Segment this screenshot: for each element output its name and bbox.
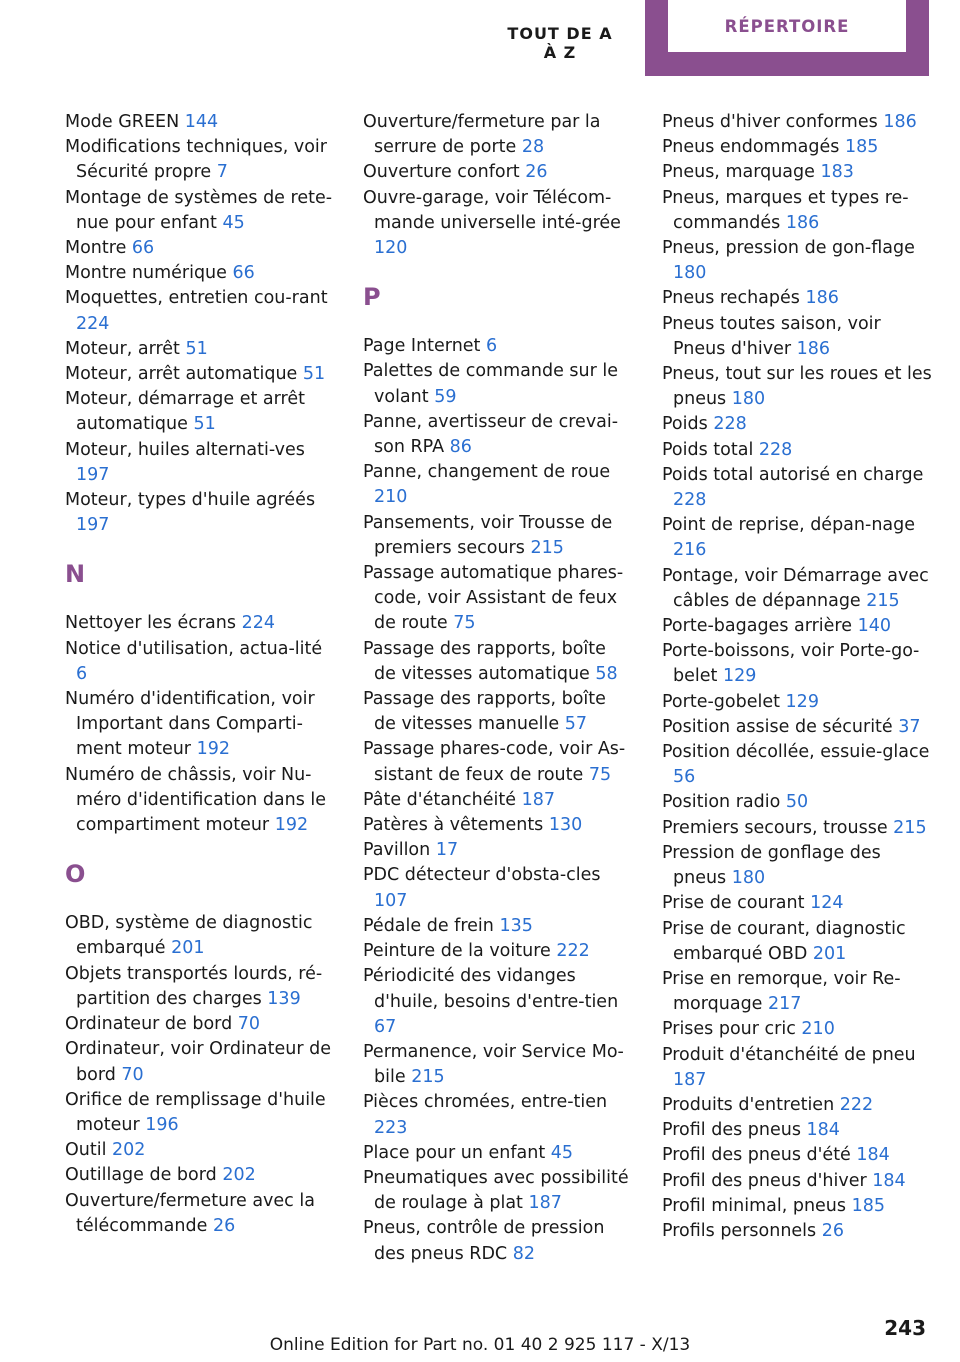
index-entry-text: Passage des rapports, boîte de vitesses automatique — [363, 638, 606, 684]
index-page-link[interactable]: 130 — [548, 815, 583, 836]
index-entry — [363, 838, 633, 863]
index-page-link[interactable]: 107 — [374, 890, 408, 911]
index-column-1 — [65, 110, 335, 1239]
index-entry — [662, 312, 932, 362]
index-entry — [662, 412, 932, 437]
index-entry-text: Peinture de la voiture — [363, 941, 551, 962]
index-entry — [662, 790, 932, 815]
index-entry-text: Porte-gobelet — [662, 691, 780, 712]
index-page-link[interactable]: 197 — [76, 515, 110, 536]
index-page-link[interactable]: 7 — [216, 162, 228, 183]
index-entry — [662, 362, 932, 412]
index-entry — [363, 939, 633, 964]
index-entry — [662, 614, 932, 639]
index-page-link[interactable]: 129 — [785, 691, 819, 712]
index-entry-text: OBD, système de diagnostic embarqué — [65, 913, 313, 959]
index-entry — [65, 1189, 335, 1239]
index-entry-text: Montre numérique — [65, 263, 227, 284]
index-entry — [65, 687, 335, 763]
index-entry-text: Profils personnels — [662, 1220, 817, 1241]
index-entry-text: Premiers secours, trousse — [662, 817, 888, 838]
index-page-link[interactable]: 180 — [673, 263, 707, 284]
index-entry — [363, 1216, 633, 1266]
index-entry — [65, 286, 335, 336]
index-entry-text: Poids total autorisé en charge — [662, 464, 924, 485]
index-page-link[interactable]: 223 — [374, 1117, 408, 1138]
index-page-link[interactable]: 186 — [883, 112, 917, 132]
chapter-tab[interactable] — [645, 0, 929, 76]
index-entry — [65, 1088, 335, 1138]
index-entry — [363, 160, 633, 185]
index-entry — [363, 737, 633, 787]
index-entry-text: Nettoyer les écrans — [65, 613, 236, 634]
index-page-link[interactable]: 144 — [184, 112, 219, 132]
index-entry — [65, 1012, 335, 1037]
index-entry — [65, 337, 335, 362]
index-page-link[interactable]: 75 — [453, 613, 476, 634]
index-page-link[interactable]: 37 — [898, 716, 921, 737]
index-entry — [65, 236, 335, 261]
index-entry — [65, 488, 335, 538]
section-title: TOUT DE A À Z — [507, 24, 613, 62]
index-entry-text: Pneumatiques avec possibilité de roulage à plat — [363, 1167, 629, 1214]
index-entry-text: Moteur, arrêt — [65, 338, 180, 359]
index-page-link[interactable]: 75 — [588, 764, 612, 785]
index-entry-text: Passage phares-code, voir As‐sistant de feux de route — [363, 739, 626, 785]
index-entry-text: Moteur, huiles alternati‐ves — [65, 439, 305, 460]
index-entry — [662, 564, 932, 614]
index-entry-text: Point de reprise, dépan‐nage — [662, 515, 916, 536]
index-entry-text: Page Internet — [363, 336, 481, 357]
index-page-link[interactable]: 45 — [550, 1142, 574, 1163]
index-entry-text: Moquettes, entretien cou‐rant — [65, 288, 328, 309]
index-entry — [662, 1219, 932, 1244]
page-number: 243 — [884, 1316, 926, 1340]
index-entry — [363, 863, 633, 913]
index-entry-text: Ouvre-garage, voir Télécom‐mande universelle inté‐grée — [363, 187, 621, 233]
index-page-link[interactable]: 216 — [673, 540, 707, 561]
index-entry — [662, 438, 932, 463]
index-page-link[interactable]: 59 — [434, 386, 457, 407]
index-entry — [363, 914, 633, 939]
index-entry-text: Position radio — [662, 792, 781, 813]
index-entry — [65, 637, 335, 687]
index-entry — [662, 891, 932, 916]
index-entry — [65, 962, 335, 1012]
index-entry — [363, 334, 633, 359]
index-page-link[interactable]: 45 — [222, 212, 245, 233]
index-entry-text: Montre — [65, 238, 127, 259]
index-entry-text: Profil des pneus — [662, 1120, 801, 1141]
index-entry — [65, 387, 335, 437]
index-entry — [363, 687, 633, 737]
index-page-link[interactable]: 215 — [530, 537, 564, 558]
index-page-link[interactable]: 56 — [673, 767, 696, 788]
index-entry-text: Ouverture confort — [363, 162, 520, 183]
index-page-link[interactable]: 192 — [196, 739, 230, 760]
footer-edition: Online Edition for Part no. 01 40 2 925 117 - X/13 — [269, 1335, 691, 1355]
index-page-link[interactable]: 124 — [810, 893, 844, 914]
index-entry-text: Pneus, pression de gon‐flage — [662, 238, 915, 259]
index-entry — [363, 1166, 633, 1216]
index-entry — [363, 110, 633, 160]
index-page-link[interactable]: 58 — [595, 663, 618, 684]
index-page-link[interactable]: 215 — [893, 817, 927, 838]
index-entry — [662, 740, 932, 790]
index-page-link[interactable]: 196 — [145, 1114, 179, 1135]
index-page-link[interactable]: 129 — [722, 666, 757, 687]
index-entry-text: Pneus, marques et types re‐commandés — [662, 187, 909, 233]
index-entry — [662, 1118, 932, 1143]
index-entry-text: Objets transportés lourds, ré‐partition des charges — [65, 963, 323, 1009]
index-entry-text: Pneus, tout sur les roues et les pneus — [662, 364, 932, 410]
index-page-link[interactable]: 135 — [499, 915, 533, 936]
index-page-link[interactable]: 70 — [237, 1014, 261, 1035]
index-page-link[interactable]: 201 — [812, 943, 847, 964]
index-entry-text: Permanence, voir Service Mo‐bile — [363, 1041, 624, 1088]
index-entry-text: Prise en remorque, voir Re‐morquage — [662, 968, 901, 1015]
index-entry — [662, 967, 932, 1017]
index-entry-text: Porte-boissons, voir Porte-go‐belet — [662, 641, 920, 687]
index-entry — [363, 359, 633, 409]
index-entry — [363, 813, 633, 838]
index-entry-text: PDC détecteur d'obsta‐cles — [363, 865, 601, 886]
index-page-link[interactable]: 6 — [76, 663, 88, 684]
index-entry-text: Passage des rapports, boîte de vitesses manuelle — [363, 689, 606, 735]
index-entry-text: Montage de systèmes de rete‐nue pour enfant — [65, 187, 333, 233]
index-page-link[interactable]: 51 — [302, 364, 326, 385]
index-page-link[interactable]: 51 — [185, 338, 208, 359]
index-entry — [65, 362, 335, 387]
index-page-link[interactable]: 26 — [821, 1220, 845, 1241]
index-page-link[interactable]: 184 — [856, 1145, 890, 1166]
index-entry-text: Pneus, marquage — [662, 162, 815, 183]
index-page-link[interactable]: 215 — [866, 590, 900, 611]
index-entry-text: Profil des pneus d'été — [662, 1145, 851, 1166]
index-entry — [662, 186, 932, 236]
index-entry-text: Outil — [65, 1140, 107, 1161]
index-page-link[interactable]: 82 — [512, 1243, 536, 1264]
index-page-link[interactable]: 67 — [374, 1016, 397, 1037]
index-entry — [662, 236, 932, 286]
index-entry-text: Moteur, démarrage et arrêt automatique — [65, 389, 305, 435]
index-column-3 — [662, 110, 932, 1244]
index-entry-text: Pneus rechapés — [662, 288, 800, 309]
index-entry — [662, 917, 932, 967]
index-entry-text: Produits d'entretien — [662, 1094, 835, 1115]
index-entry-text: Prise de courant — [662, 893, 805, 914]
index-entry — [65, 763, 335, 839]
index-entry-text: Pression de gonflage des pneus — [662, 842, 881, 889]
index-entry-text: Périodicité des vidanges d'huile, besoins d'entre‐tien — [363, 966, 619, 1012]
index-entry — [65, 261, 335, 286]
index-entry — [662, 1143, 932, 1168]
index-entry — [363, 186, 633, 262]
index-page-link[interactable]: 185 — [851, 1195, 885, 1216]
index-entry — [363, 1040, 633, 1090]
index-page-link[interactable]: 186 — [805, 288, 839, 309]
index-entry-text: Pédale de frein — [363, 915, 494, 936]
index-entry-text: Notice d'utilisation, actua‐lité — [65, 638, 323, 659]
index-page-link[interactable]: 57 — [564, 714, 588, 735]
index-page-link[interactable]: 224 — [241, 613, 275, 634]
index-entry-text: Poids total — [662, 439, 754, 460]
index-entry — [363, 788, 633, 813]
index-entry-text: Mode GREEN — [65, 112, 180, 132]
index-page-link[interactable]: 210 — [801, 1019, 835, 1040]
index-entry — [662, 1043, 932, 1093]
index-letter-heading: P — [363, 283, 381, 312]
index-entry-text: Ouverture/fermeture par la serrure de porte — [363, 112, 601, 158]
index-entry-text: Profil des pneus d'hiver — [662, 1170, 867, 1191]
index-entry — [363, 964, 633, 1040]
index-entry-text: Numéro d'identification, voir Important dans Comparti‐ment moteur — [65, 689, 315, 760]
index-entry — [363, 1141, 633, 1166]
chapter-tab-label: RÉPERTOIRE — [668, 0, 906, 52]
index-entry-text: Numéro de châssis, voir Nu‐méro d'identification dans le compartiment moteur — [65, 764, 327, 836]
index-page-link[interactable]: 180 — [731, 389, 766, 410]
index-entry — [662, 286, 932, 311]
index-page-link[interactable]: 51 — [193, 414, 216, 435]
index-page-link[interactable]: 187 — [528, 1193, 562, 1214]
index-entry-text: Porte-bagages arrière — [662, 616, 853, 637]
index-page-link[interactable]: 26 — [212, 1215, 236, 1236]
index-entry-text: Prise de courant, diagnostic embarqué OBD — [662, 918, 906, 964]
index-page-link[interactable]: 17 — [435, 840, 459, 861]
index-page-link[interactable]: 228 — [673, 490, 707, 511]
index-entry — [662, 1017, 932, 1042]
index-entry — [662, 1093, 932, 1118]
index-page-link[interactable]: 66 — [232, 263, 255, 284]
index-entry — [662, 690, 932, 715]
index-entry — [363, 637, 633, 687]
index-entry — [662, 463, 932, 513]
index-entry — [363, 1090, 633, 1140]
index-entry-text: Position décollée, essuie-glace — [662, 742, 930, 763]
index-entry — [662, 160, 932, 185]
index-page-link[interactable]: 66 — [131, 238, 155, 259]
index-entry-text: Pneus, contrôle de pression des pneus RDC — [363, 1218, 605, 1264]
index-page-link[interactable]: 192 — [274, 815, 309, 836]
index-entry-text: Passage automatique phares-code, voir Assistant de feux de route — [363, 563, 624, 634]
index-entry — [65, 135, 335, 185]
index-entry-text: Position assise de sécurité — [662, 716, 893, 737]
index-page-link[interactable]: 210 — [374, 487, 408, 508]
index-entry-text: Modifications techniques, voir Sécurité propre — [65, 137, 327, 183]
index-entry — [662, 639, 932, 689]
index-entry — [65, 438, 335, 488]
index-entry — [65, 1163, 335, 1188]
index-entry — [662, 110, 932, 135]
index-entry — [662, 841, 932, 891]
index-page-link[interactable]: 224 — [76, 313, 110, 334]
index-entry — [662, 715, 932, 740]
index-page-link[interactable]: 184 — [806, 1120, 840, 1141]
index-entry-text: Panne, changement de roue — [363, 462, 611, 483]
index-page-link[interactable]: 186 — [785, 212, 820, 233]
index-entry — [662, 135, 932, 160]
index-page-link[interactable]: 201 — [171, 938, 205, 959]
index-entry — [65, 911, 335, 961]
index-entry-text: Panne, avertisseur de crevai‐son RPA — [363, 411, 619, 458]
index-page-link[interactable]: 26 — [525, 162, 548, 183]
index-entry-text: Produit d'étanchéité de pneu — [662, 1044, 916, 1065]
index-entry — [363, 410, 633, 460]
index-page-link[interactable]: 185 — [844, 137, 879, 158]
index-entry-text: Outillage de bord — [65, 1165, 217, 1186]
index-letter-heading: O — [65, 860, 86, 889]
index-entry — [65, 611, 335, 636]
index-page-link[interactable]: 228 — [713, 414, 747, 435]
index-entry — [65, 186, 335, 236]
index-entry-text: Prises pour cric — [662, 1019, 796, 1040]
index-page-link[interactable]: 183 — [820, 162, 854, 183]
index-page-link[interactable]: 215 — [411, 1067, 445, 1088]
index-entry — [662, 816, 932, 841]
index-entry-text: Pneus toutes saison, voir Pneus d'hiver — [662, 313, 881, 359]
index-entry-text: Ouverture/fermeture avec la télécommande — [65, 1190, 315, 1236]
index-entry — [65, 1037, 335, 1087]
index-page-link[interactable]: 202 — [112, 1140, 146, 1161]
index-entry — [65, 110, 335, 135]
index-entry-text: Pavillon — [363, 840, 431, 861]
index-entry-text: Moteur, arrêt automatique — [65, 364, 298, 385]
index-entry-text: Pièces chromées, entre‐tien — [363, 1092, 608, 1113]
index-entry — [662, 1194, 932, 1219]
index-entry — [363, 511, 633, 561]
index-entry-text: Pontage, voir Démarrage avec câbles de dépannage — [662, 565, 929, 611]
index-page-link[interactable]: 50 — [785, 792, 809, 813]
index-page-link[interactable]: 186 — [796, 338, 831, 359]
index-entry-text: Moteur, types d'huile agréés — [65, 490, 316, 511]
index-column-2 — [363, 110, 633, 1267]
index-page-link[interactable]: 228 — [758, 439, 793, 460]
index-page-link[interactable]: 139 — [267, 988, 301, 1009]
index-page-link[interactable]: 222 — [556, 941, 590, 962]
index-page-link[interactable]: 120 — [374, 238, 408, 259]
index-page-link[interactable]: 6 — [486, 336, 498, 357]
index-entry-text: Pneus endommagés — [662, 137, 840, 158]
index-entry — [662, 1169, 932, 1194]
index-entry-text: Pâte d'étanchéité — [363, 789, 517, 810]
index-page-link[interactable]: 180 — [731, 868, 766, 889]
index-entry-text: Patères à vêtements — [363, 815, 544, 836]
index-page-link[interactable]: 140 — [857, 616, 891, 637]
index-entry — [363, 561, 633, 637]
index-entry-text: Ordinateur, voir Ordinateur de bord — [65, 1039, 331, 1085]
index-page-link[interactable]: 202 — [222, 1165, 256, 1186]
index-page-link[interactable]: 70 — [121, 1064, 144, 1085]
index-page-link[interactable]: 184 — [872, 1170, 906, 1191]
index-page-link[interactable]: 222 — [839, 1094, 874, 1115]
index-entry-text: Poids — [662, 414, 708, 435]
index-page-link[interactable]: 187 — [521, 789, 555, 810]
index-entry-text: Place pour un enfant — [363, 1142, 546, 1163]
index-entry-text: Profil minimal, pneus — [662, 1195, 847, 1216]
index-page-link[interactable]: 86 — [449, 437, 472, 458]
index-entry — [363, 460, 633, 510]
index-letter-heading: N — [65, 560, 86, 589]
index-entry — [662, 513, 932, 563]
index-entry-text: Orifice de remplissage d'huile moteur — [65, 1089, 326, 1135]
index-entry-text: Palettes de commande sur le volant — [363, 361, 618, 407]
index-entry-text: Pneus d'hiver conformes — [662, 112, 878, 132]
index-page-link[interactable]: 217 — [768, 994, 802, 1015]
index-entry-text: Pansements, voir Trousse de premiers secours — [363, 512, 613, 558]
index-entry — [65, 1138, 335, 1163]
index-entry-text: Ordinateur de bord — [65, 1014, 233, 1035]
index-page-link[interactable]: 187 — [673, 1069, 707, 1090]
index-page-link[interactable]: 197 — [76, 464, 110, 485]
index-page-link[interactable]: 28 — [521, 137, 545, 158]
